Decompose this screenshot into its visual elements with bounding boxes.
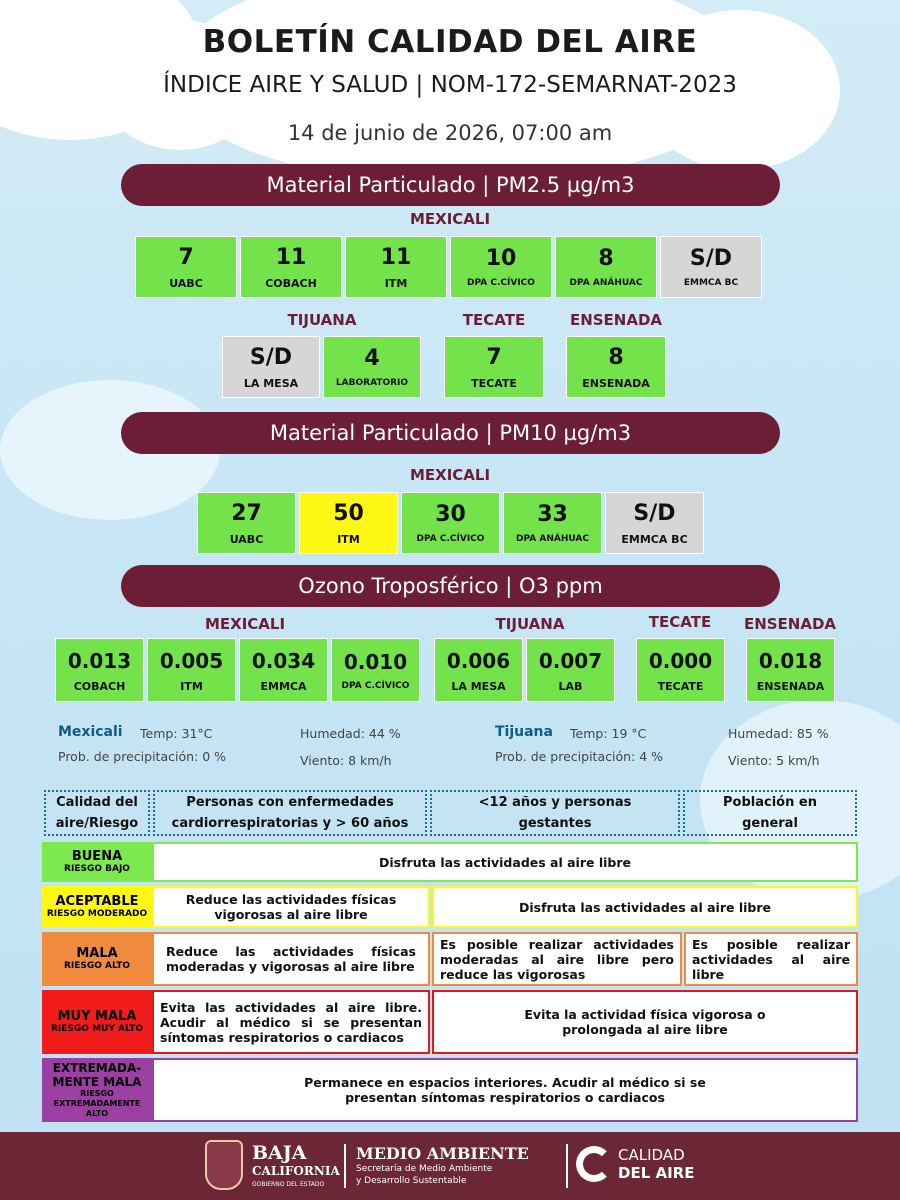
station-card: 33 DPA ANÁHUAC xyxy=(503,492,602,554)
station-card: 0.018 ENSENADA xyxy=(746,638,835,702)
table-header-cardio: Personas con enfermedades cardiorrespiratorias y > 60 años xyxy=(153,790,427,836)
station-card: 11 COBACH xyxy=(240,236,342,298)
page-subtitle: ÍNDICE AIRE Y SALUD | NOM-172-SEMARNAT-2023 xyxy=(163,72,737,98)
weather-mexicali-temp: Temp: 31°C xyxy=(140,726,213,741)
level-buena: BUENA RIESGO BAJO xyxy=(42,842,152,882)
o3-ensenada-row xyxy=(746,638,835,702)
station-card: 30 DPA C.CÍVICO xyxy=(401,492,500,554)
pm10-mexicali-label: MEXICALI xyxy=(409,466,491,484)
station-card: 0.006 LA MESA xyxy=(434,638,523,702)
footer-ca-line2: DEL AIRE xyxy=(618,1164,695,1182)
footer-divider xyxy=(344,1144,346,1188)
pm25-mexicali-label: MEXICALI xyxy=(409,210,491,228)
weather-tijuana-wind: Viento: 5 km/h xyxy=(728,753,820,768)
footer-bc-line1: BAJA xyxy=(252,1142,307,1164)
table-header-risk: Calidad del aire/Riesgo xyxy=(44,790,150,836)
station-card: 8 DPA ANÁHUAC xyxy=(555,236,657,298)
pm25-banner: Material Particulado | PM2.5 µg/m3 xyxy=(121,164,780,206)
pm10-mexicali-row xyxy=(197,492,704,554)
advice-extremadamente-mala: Permanece en espacios interiores. Acudir al médico si se presentan síntomas respiratorios o cardiacos xyxy=(152,1058,858,1122)
station-card: 50 ITM xyxy=(299,492,398,554)
pm25-tijuana-label: TIJUANA xyxy=(287,311,357,329)
advice-aceptable-sensitive: Reduce las actividades físicas vigorosas al aire libre xyxy=(152,886,430,928)
air-quality-logo-icon xyxy=(576,1146,612,1182)
level-mala: MALA RIESGO ALTO xyxy=(42,932,152,986)
weather-mexicali-humidity: Humedad: 44 % xyxy=(300,726,401,741)
o3-tecate-row xyxy=(636,638,725,702)
pm25-ensenada-label: ENSENADA xyxy=(569,311,663,329)
weather-tijuana-temp: Temp: 19 °C xyxy=(570,726,647,741)
station-card: 7 TECATE xyxy=(444,336,544,398)
advice-buena: Disfruta las actividades al aire libre xyxy=(152,842,858,882)
advice-mala-general: Es posible realizar actividades al aire libre xyxy=(684,932,858,986)
station-card: 4 LABORATORIO xyxy=(323,336,421,398)
pm25-tijuana-row xyxy=(222,336,421,398)
o3-tecate-label: TECATE xyxy=(648,613,712,631)
bulletin-date: 14 de junio de 2026, 07:00 am xyxy=(287,121,613,145)
advice-aceptable-general: Disfruta las actividades al aire libre xyxy=(432,886,858,928)
station-card: 0.007 LAB xyxy=(526,638,615,702)
weather-mexicali-precip: Prob. de precipitación: 0 % xyxy=(58,749,227,764)
pm25-ensenada-row xyxy=(566,336,666,398)
o3-banner: Ozono Troposférico | O3 ppm xyxy=(121,565,780,607)
footer-bc-line3: GOBIERNO DEL ESTADO xyxy=(252,1181,325,1188)
weather-tijuana-city: Tijuana xyxy=(495,724,553,740)
station-card: S/D LA MESA xyxy=(222,336,320,398)
weather-mexicali-city: Mexicali xyxy=(58,724,123,740)
state-seal-icon xyxy=(205,1140,243,1190)
advice-muy-mala-sensitive: Evita las actividades al aire libre. Acudir al médico si se presentan síntomas respiratorios o cardiacos xyxy=(152,990,430,1054)
footer-ma-title: MEDIO AMBIENTE xyxy=(356,1144,529,1163)
station-card: 0.010 DPA C.CÍVICO xyxy=(331,638,420,702)
level-muy-mala: MUY MALA RIESGO MUY ALTO xyxy=(42,990,152,1054)
pm10-banner: Material Particulado | PM10 µg/m3 xyxy=(121,412,780,454)
advice-mala-children: Es posible realizar actividades moderadas al aire libre pero reduce las vigorosas xyxy=(432,932,682,986)
page-title: BOLETÍN CALIDAD DEL AIRE xyxy=(202,24,698,60)
pm25-tecate-label: TECATE xyxy=(462,311,526,329)
level-aceptable: ACEPTABLE RIESGO MODERADO xyxy=(42,886,152,928)
weather-tijuana-precip: Prob. de precipitación: 4 % xyxy=(495,749,664,764)
station-card: 0.000 TECATE xyxy=(636,638,725,702)
station-card: 10 DPA C.CÍVICO xyxy=(450,236,552,298)
station-card: 27 UABC xyxy=(197,492,296,554)
footer-ma-sub2: y Desarrollo Sustentable xyxy=(356,1176,467,1186)
o3-mexicali-label: MEXICALI xyxy=(204,615,286,633)
o3-tijuana-label: TIJUANA xyxy=(495,615,565,633)
o3-ensenada-label: ENSENADA xyxy=(743,615,837,633)
footer-ca-line1: CALIDAD xyxy=(618,1146,685,1164)
level-extremadamente-mala: EXTREMADA-MENTE MALA RIESGO EXTREMADAMENTE ALTO xyxy=(42,1058,152,1122)
station-card: S/D EMMCA BC xyxy=(660,236,762,298)
station-card: 8 ENSENADA xyxy=(566,336,666,398)
advice-muy-mala-general: Evita la actividad física vigorosa o prolongada al aire libre xyxy=(432,990,858,1054)
o3-mexicali-row xyxy=(55,638,420,702)
station-card: 0.013 COBACH xyxy=(55,638,144,702)
table-header-general: Población en general xyxy=(683,790,857,836)
station-card: 11 ITM xyxy=(345,236,447,298)
o3-tijuana-row xyxy=(434,638,615,702)
footer-divider xyxy=(566,1144,568,1188)
footer-bc-line2: CALIFORNIA xyxy=(252,1164,340,1178)
table-header-children: <12 años y personas gestantes xyxy=(430,790,680,836)
station-card: 7 UABC xyxy=(135,236,237,298)
station-card: 0.005 ITM xyxy=(147,638,236,702)
footer-ma-sub1: Secretaría de Medio Ambiente xyxy=(356,1164,493,1174)
weather-mexicali-wind: Viento: 8 km/h xyxy=(300,753,392,768)
weather-tijuana-humidity: Humedad: 85 % xyxy=(728,726,829,741)
station-card: S/D EMMCA BC xyxy=(605,492,704,554)
station-card: 0.034 EMMCA xyxy=(239,638,328,702)
advice-mala-cardio: Reduce las actividades físicas moderadas y vigorosas al aire libre xyxy=(152,932,430,986)
pm25-tecate-row xyxy=(444,336,544,398)
pm25-mexicali-row xyxy=(135,236,762,298)
